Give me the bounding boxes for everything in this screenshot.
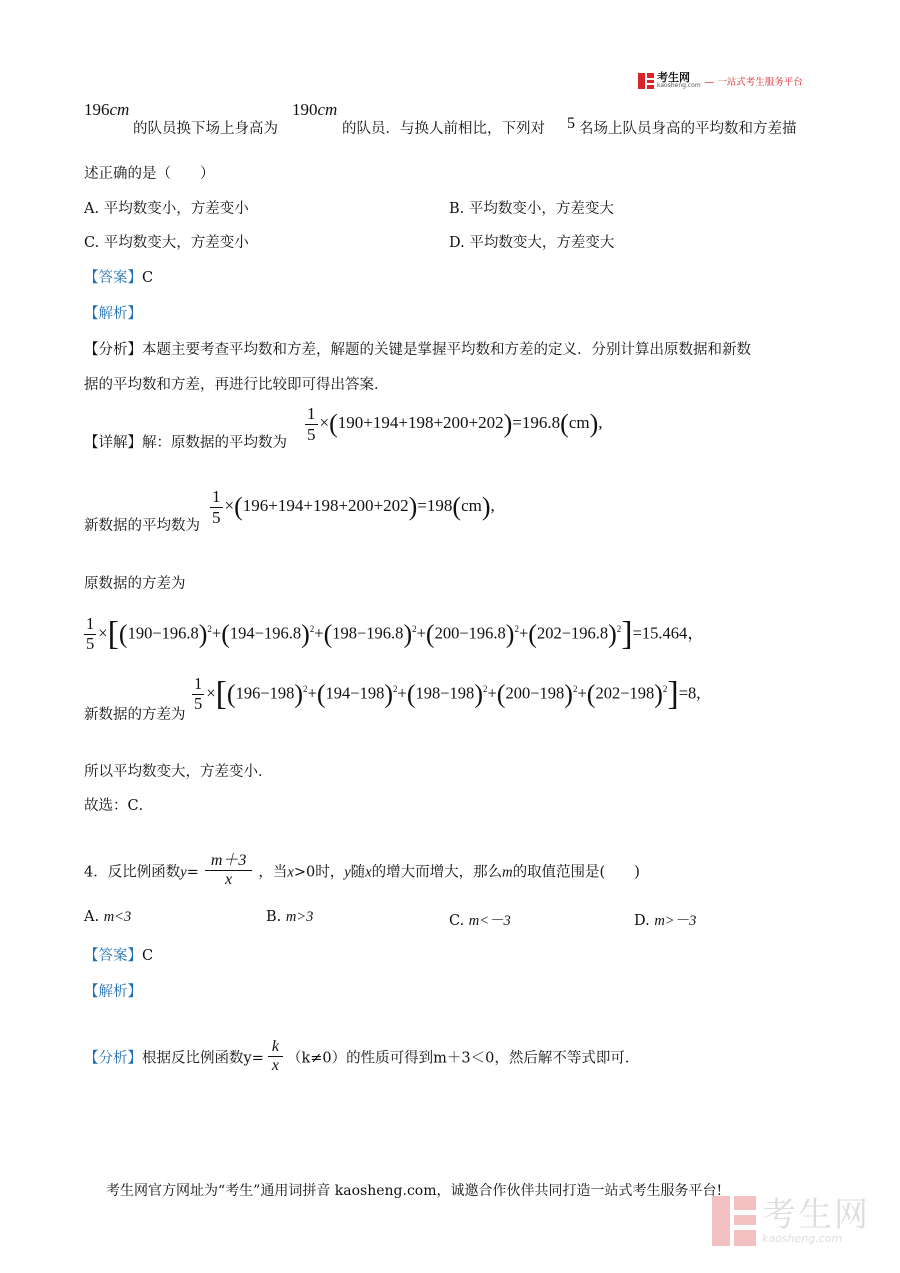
q3-option-c[interactable]	[84, 231, 249, 252]
var-old-term: 202−196.8	[536, 623, 609, 643]
q4-frac-num: m＋3	[205, 852, 253, 871]
mean-old-expr: 190+194+198+200+202	[337, 412, 504, 432]
fenxi-frac-num: k	[268, 1038, 283, 1057]
var-old-formula: $\frac{1}{5}$ $\times[(190-196.8)^2+(194-196.8)^2+(198-196.8)^2+(200-196.8)^2+(202-196.8)^2]=15.464$，	[86, 614, 704, 653]
q4-jiexi-tag: 【解析】	[84, 984, 142, 1000]
option-text: m<3	[103, 909, 132, 925]
watermark-mark-icon	[712, 1196, 756, 1246]
q4-stem-e: 的增大而增大，那么	[371, 864, 503, 881]
q4-stem-c: 时，	[315, 864, 345, 881]
option-letter: B.	[449, 201, 465, 217]
q3-text-c: 名场上队员身高的平均数和方差描	[579, 121, 797, 137]
watermark-name: 考生网	[762, 1194, 870, 1235]
option-text: 平均数变大，方差变小	[103, 235, 249, 251]
q3-option-b[interactable]	[449, 197, 614, 218]
q4-stem-a: 4．反比例函数	[84, 864, 181, 881]
var-new-label: 新数据的方差为	[84, 707, 186, 723]
q4-fenxi-ineq: m＋3＜0	[433, 1050, 495, 1067]
var-new-term: 202−198	[595, 683, 655, 703]
q4-fenxi-b: ，然后解不等式即可．	[494, 1050, 640, 1067]
q3-option-a[interactable]	[84, 197, 249, 218]
var-new-term: 196−198	[235, 683, 295, 703]
one-fifth-fraction: $\frac{1}{5}$	[307, 404, 316, 444]
q4-stem: 4．反比例函数y= $\frac{m+3}{x}$ ，当x>0时，y随x的增大而增大，那么m的取值范围是( )	[84, 852, 640, 889]
var-old-result: =15.464	[632, 623, 688, 643]
height-190-value: 190	[292, 100, 318, 119]
q4-stem-d: 随	[350, 864, 366, 881]
q3-answer	[84, 266, 153, 287]
one-fifth-fraction: $\frac{1}{5}$	[194, 674, 203, 713]
watermark-logo	[712, 1196, 870, 1246]
var-new-formula: $\frac{1}{5}$ $\times[(196-198)^2+(194-198)^2+(198-198)^2+(200-198)^2+(202-198)^2]=8$,	[194, 674, 701, 713]
q3-jiexi-tag: 【解析】	[84, 306, 142, 322]
answer-value: C	[142, 270, 154, 286]
footer-text: 考生网官方网址为“考生”通用词拼音 kaosheng.com，诚邀合作伙伴共同打造一站式考生服务平台!	[106, 1183, 723, 1199]
option-letter: D.	[634, 913, 650, 929]
q4-option-a[interactable]	[84, 909, 131, 926]
unit-cm: cm	[568, 412, 590, 432]
height-196-value: 196	[84, 100, 110, 119]
q3-option-d[interactable]	[449, 231, 614, 252]
q3-fenxi-line1	[84, 338, 751, 359]
q4-option-b[interactable]	[266, 909, 313, 926]
q4-frac-den: x	[225, 871, 233, 889]
q3-line2: 述正确的是（ ）	[84, 166, 215, 182]
q3-xiangjie	[84, 431, 287, 452]
option-letter: C.	[449, 913, 465, 929]
height-190-unit: cm	[317, 100, 338, 119]
var-old-term: 200−196.8	[434, 623, 506, 643]
logo-slogan: — 一站式考生服务平台	[704, 76, 803, 88]
var-old-term: 198−196.8	[332, 623, 404, 643]
q4-fenxi: 【分析】根据反比例函数y= $\frac{k}{x}$ （k≠0）的性质可得到m＋3＜0，然后解不等式即可．	[84, 1038, 640, 1075]
answer-value: C	[142, 948, 154, 964]
logo-url: kaosheng.com	[657, 82, 701, 89]
option-text: m>－3	[654, 913, 697, 929]
slogan-text: 一站式考生服务平台	[717, 76, 803, 88]
answer-tag: 【答案】	[84, 270, 142, 286]
q4-option-d[interactable]	[634, 909, 696, 930]
mean-new-expr: 196+194+198+200+202	[242, 495, 409, 515]
mean-new-formula: $\frac{1}{5}$ ×(196+194+198+200+202)=198(cm),	[212, 487, 495, 527]
q3-fenxi-line2: 据的平均数和方差，再进行比较即可得出答案．	[84, 377, 389, 393]
var-new-result: =8	[678, 683, 697, 703]
q3-guxuan: 故选：C．	[84, 798, 154, 814]
answer-tag: 【答案】	[84, 948, 142, 964]
option-text: 平均数变大，方差变大	[469, 235, 615, 251]
var-new-term: 200−198	[505, 683, 565, 703]
q4-fenxi-a: 根据反比例函数	[142, 1050, 244, 1067]
new-mean-label: 新数据的平均数为	[84, 518, 200, 534]
q3-conclusion: 所以平均数变大，方差变小．	[84, 764, 273, 780]
option-letter: A.	[84, 201, 100, 217]
q3-five: 5	[567, 115, 575, 132]
fenxi-tag: 【分析】	[84, 342, 142, 358]
xiangjie-text: 解：原数据的平均数为	[142, 435, 287, 451]
q4-fenxi-fraction: $\frac{k}{x}$	[268, 1038, 283, 1076]
q4-stem-f: 的取值范围是( )	[512, 864, 640, 881]
option-letter: C.	[84, 235, 100, 251]
var-new-term: 194−198	[325, 683, 385, 703]
height-190	[292, 100, 337, 120]
q3-text-b: 的队员．与换人前相比，下列对	[342, 121, 545, 137]
fenxi-tag: 【分析】	[84, 1050, 142, 1067]
mean-old-result: =196.8	[512, 412, 561, 432]
q4-fraction	[205, 852, 253, 890]
mean-old-formula: $\frac{1}{5}$ ×(190+194+198+200+202)=196.8(cm),	[307, 404, 603, 444]
option-text: 平均数变小，方差变小	[103, 201, 249, 217]
height-196	[84, 100, 129, 120]
var-new-term: 198−198	[415, 683, 475, 703]
option-text: 平均数变小，方差变大	[468, 201, 614, 217]
var-old-term: 190−196.8	[127, 623, 199, 643]
q3-text-a: 的队员换下场上身高为	[133, 121, 278, 137]
unit-cm: cm	[461, 495, 482, 515]
logo-text	[657, 72, 701, 89]
one-fifth-fraction: $\frac{1}{5}$	[86, 614, 95, 653]
logo-name: 考生网	[657, 71, 690, 84]
option-letter: B.	[266, 909, 282, 925]
height-196-unit: cm	[109, 100, 130, 119]
q4-answer	[84, 944, 153, 965]
q4-stem-b: ，当	[258, 864, 288, 881]
header-logo[interactable]	[638, 72, 803, 89]
var-old-label: 原数据的方差为	[84, 576, 186, 592]
q4-option-c[interactable]	[449, 909, 511, 930]
option-letter: A.	[84, 909, 100, 925]
fenxi-text-1: 本题主要考查平均数和方差，解题的关键是掌握平均数和方差的定义．分别计算出原数据和新数	[142, 342, 751, 358]
q4-fenxi-cond: （k≠0）的性质可得到	[286, 1050, 434, 1067]
var-old-term: 194−196.8	[229, 623, 302, 643]
option-text: m<－3	[468, 913, 511, 929]
option-text: m>3	[285, 909, 314, 925]
option-letter: D.	[449, 235, 465, 251]
watermark-url: kaosheng.com	[762, 1231, 843, 1245]
mean-new-result: =198	[417, 495, 453, 515]
one-fifth-fraction: $\frac{1}{5}$	[212, 487, 221, 527]
logo-mark-icon	[638, 73, 654, 89]
xiangjie-tag: 【详解】	[84, 435, 142, 451]
